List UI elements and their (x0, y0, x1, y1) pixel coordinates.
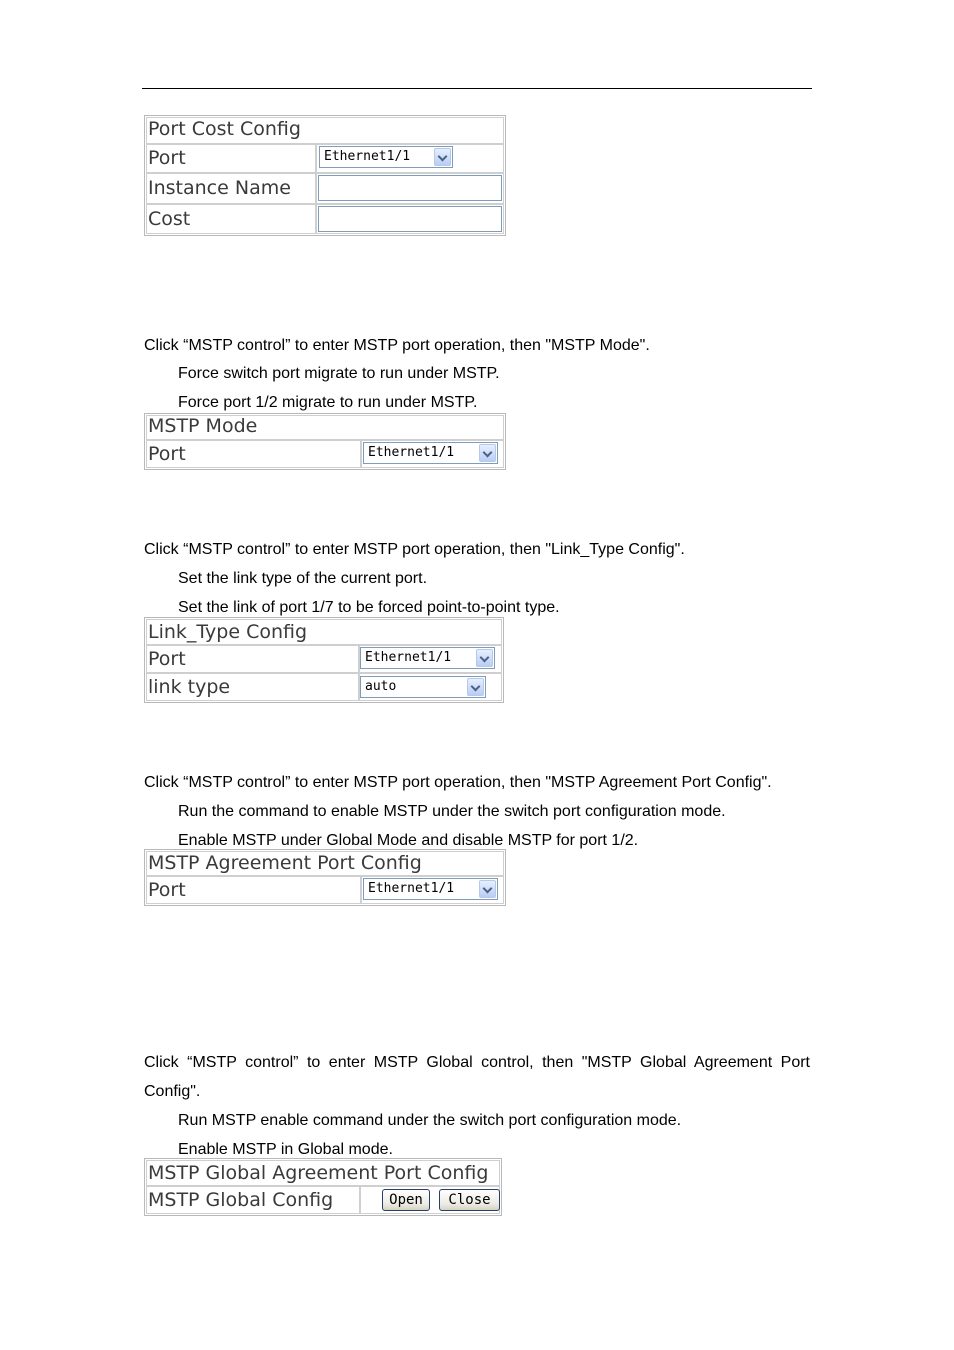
port-label: Port (146, 440, 361, 468)
mstp-mode-intro: Click “MSTP control” to enter MSTP port operation, then "MSTP Mode". (144, 337, 650, 354)
global-agreement-intro: Click “MSTP control” to enter MSTP Global control, then "MSTP Global Agreement Port Config". (144, 1054, 810, 1100)
global-agreement-desc-1: Run MSTP enable command under the switch port configuration mode. (178, 1112, 682, 1129)
chevron-down-icon[interactable] (467, 678, 484, 696)
instance-name-label: Instance Name (146, 173, 316, 204)
port-select-value: Ethernet1/1 (324, 149, 411, 164)
chevron-down-icon[interactable] (479, 444, 496, 462)
chevron-down-icon[interactable] (479, 880, 496, 898)
port-select[interactable] (363, 442, 498, 464)
link-type-select[interactable] (360, 676, 486, 698)
port-cost-config-panel (144, 115, 506, 236)
link-type-desc-1: Set the link type of the current port. (178, 570, 428, 587)
chevron-down-icon[interactable] (434, 148, 451, 166)
global-config-label: MSTP Global Config (146, 1186, 360, 1214)
panel-title: MSTP Agreement Port Config (146, 851, 504, 876)
instance-name-input[interactable] (318, 175, 502, 201)
port-select[interactable] (360, 647, 495, 669)
link-type-intro: Click “MSTP control” to enter MSTP port operation, then "Link_Type Config". (144, 541, 685, 558)
port-select-value: Ethernet1/1 (368, 445, 455, 460)
open-button[interactable]: Open (382, 1189, 430, 1211)
port-select[interactable] (363, 878, 498, 900)
link-type-config-panel (144, 617, 504, 703)
port-select-value: Ethernet1/1 (368, 881, 455, 896)
agreement-port-intro: Click “MSTP control” to enter MSTP port operation, then "MSTP Agreement Port Config". (144, 774, 772, 791)
mstp-mode-panel (144, 413, 506, 470)
cost-label: Cost (146, 204, 316, 234)
port-label: Port (146, 876, 361, 904)
panel-title: MSTP Mode (146, 415, 504, 440)
panel-title: MSTP Global Agreement Port Config (146, 1160, 500, 1186)
port-label: Port (146, 144, 316, 173)
port-select[interactable] (319, 146, 453, 168)
mstp-global-agreement-port-config-panel (144, 1158, 502, 1216)
close-button[interactable]: Close (439, 1189, 500, 1211)
panel-title: Port Cost Config (146, 117, 504, 144)
agreement-port-desc-1: Run the command to enable MSTP under the switch port configuration mode. (178, 803, 726, 820)
mstp-mode-desc-2: Force port 1/2 migrate to run under MSTP. (178, 394, 478, 411)
port-select-value: Ethernet1/1 (365, 650, 452, 665)
panel-title: Link_Type Config (146, 619, 502, 645)
mstp-agreement-port-config-panel (144, 849, 506, 906)
agreement-port-desc-2: Enable MSTP under Global Mode and disable MSTP for port 1/2. (178, 832, 639, 849)
mstp-mode-desc-1: Force switch port migrate to run under MSTP. (178, 365, 500, 382)
link-type-label: link type (146, 673, 359, 701)
link-type-desc-2: Set the link of port 1/7 to be forced point-to-point type. (178, 599, 560, 616)
link-type-select-value: auto (365, 679, 397, 694)
global-agreement-desc-2: Enable MSTP in Global mode. (178, 1141, 393, 1158)
header-rule (142, 88, 812, 89)
port-label: Port (146, 645, 359, 673)
chevron-down-icon[interactable] (476, 649, 493, 667)
cost-input[interactable] (318, 206, 502, 232)
